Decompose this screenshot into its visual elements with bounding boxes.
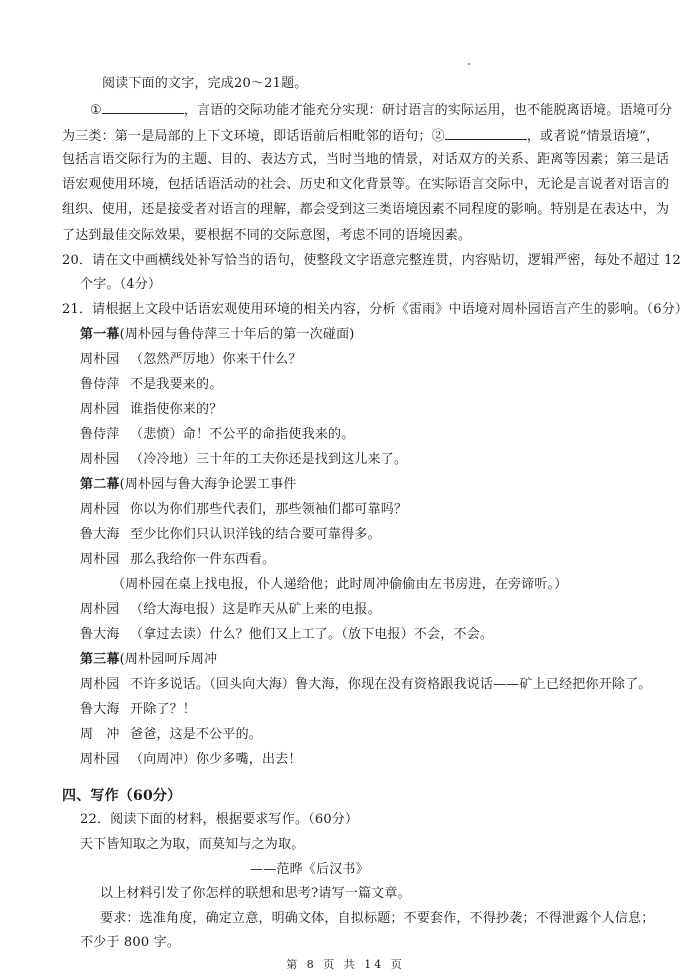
speaker: 周朴园	[80, 552, 120, 567]
dialogue-text: （拿过去读）什么？他们又上工了。（放下电报）不会，不会。	[130, 627, 494, 642]
passage-line-1	[90, 101, 672, 119]
dialogue-line	[80, 452, 407, 468]
speaker: 周 冲	[80, 727, 120, 742]
act-1-title: 第一幕	[80, 327, 120, 342]
dialogue-line	[80, 702, 196, 718]
speck	[468, 63, 470, 65]
act-3-subtitle: (周朴园呵斥周冲	[119, 652, 218, 667]
speaker: 周朴园	[80, 677, 120, 692]
dialogue-line	[80, 402, 222, 418]
dialogue-text: 那么我给你一件东西看。	[130, 552, 276, 567]
dialogue-line	[80, 552, 275, 568]
dialogue-text: 你以为你们那些代表们，那些领袖们都可靠吗？	[130, 502, 408, 517]
section-4-title: 四、写作（60分）	[62, 788, 182, 804]
material-quote: 天下皆知取之为取，而莫知与之为取。	[80, 837, 305, 852]
question-21: 21．请根据上文段中话语宏观使用环境的相关内容，分析《雷雨》中语境对周朴园语言产生的影响。（6分）	[62, 302, 689, 317]
act-1-heading	[80, 327, 355, 343]
dialogue-line	[80, 727, 262, 743]
speaker: 鲁大海	[80, 702, 120, 717]
page-footer: 第 8 页 共 14 页	[286, 958, 405, 971]
act-2-subtitle: (周朴园与鲁大海争论罢工事件	[119, 477, 297, 492]
blank-line-1	[102, 101, 184, 114]
dialogue-line	[80, 502, 407, 518]
dialogue-line	[80, 627, 493, 643]
dialogue-text: （忽然严厉地）你来干什么？	[130, 352, 302, 367]
passage-line-3: 包括言语交际行为的主题、目的、表达方式，当时当地的情景，对话双方的关系、距离等因素；第三是话	[62, 152, 670, 167]
dialogue-text: （给大海电报）这是昨天从矿上来的电报。	[130, 602, 381, 617]
dialogue-line	[80, 352, 302, 368]
act-2-title: 第二幕	[80, 477, 120, 492]
passage-line-4: 语宏观使用环境，包括话语活动的社会、历史和文化背景等。在实际语言交际中，无论是言说者对语言的	[62, 177, 670, 192]
speaker: 周朴园	[80, 602, 120, 617]
dialogue-text: 谁指使你来的？	[130, 402, 223, 417]
dialogue-line	[80, 677, 652, 693]
passage-line-6: 了达到最佳交际效果，要根据不同的交际意图，考虑不同的语境因素。	[62, 228, 472, 243]
speaker: 周朴园	[80, 752, 120, 767]
speaker: 周朴园	[80, 452, 120, 467]
passage-text-2a: 为三类：第一是局部的上下文环境，即话语前后相毗邻的语句；②	[62, 129, 445, 144]
speaker: 周朴园	[80, 502, 120, 517]
speaker: 鲁侍萍	[80, 377, 120, 392]
dialogue-line	[80, 602, 381, 618]
speaker: 鲁侍萍	[80, 427, 120, 442]
writing-prompt: 以上材料引发了你怎样的联想和思考?请写一篇文章。	[100, 886, 411, 901]
dialogue-text: （悲愤）命！不公平的命指使我来的。	[130, 427, 355, 442]
passage-line-5: 组织、使用，还是接受者对语言的理解，都会受到这三类语境因素不同程度的影响。特别是在表达中，为	[62, 202, 670, 217]
question-22: 22．阅读下面的材料，根据要求写作。（60分）	[80, 812, 359, 827]
question-20-line-2: 个字。（4分）	[80, 277, 162, 292]
question-20-line-1: 20．请在文中画横线处补写恰当的语句，使整段文字语意完整连贯，内容贴切，逻辑严密，每处不超过 12	[62, 253, 682, 268]
dialogue-text: （冷冷地）三十年的工夫你还是找到这儿来了。	[130, 452, 408, 467]
dialogue-text: 爸爸，这是不公平的。	[130, 727, 263, 742]
dialogue-text: 开除了？！	[130, 702, 197, 717]
passage-line-2	[62, 127, 659, 145]
reading-intro: 阅读下面的文字，完成20～21题。	[102, 76, 308, 91]
material-source: ——范晔《后汉书》	[250, 862, 369, 877]
act-3-title: 第三幕	[80, 652, 120, 667]
speaker: 周朴园	[80, 402, 120, 417]
passage-text-1: ，言语的交际功能才能充分实现：研讨语言的实际运用，也不能脱离语境。语境可分	[183, 103, 673, 118]
requirements-line-2: 不少于 800 字。	[80, 935, 181, 950]
act-3-heading	[80, 652, 217, 668]
act-2-heading	[80, 477, 296, 493]
stage-direction: （周朴园在桌上找电报，仆人递给他；此时周冲偷偷由左书房进，在旁谛听。）	[112, 577, 568, 592]
blank-marker-1: ①	[90, 103, 102, 118]
act-1-subtitle: (周朴园与鲁侍萍三十年后的第一次碰面)	[119, 327, 355, 342]
dialogue-text: 至少比你们只认识洋钱的结合要可靠得多。	[130, 527, 381, 542]
passage-text-2b: ，或者说“情景语境”，	[526, 129, 660, 144]
dialogue-line	[80, 427, 354, 443]
dialogue-text: （向周冲）你少多嘴，出去！	[130, 752, 302, 767]
dialogue-text: 不是我要来的。	[130, 377, 223, 392]
speaker: 鲁大海	[80, 627, 120, 642]
dialogue-line	[80, 752, 302, 768]
dialogue-line	[80, 377, 222, 393]
dialogue-text: 不许多说话。（回头向大海）鲁大海，你现在没有资格跟我说话——矿上已经把你开除了。	[130, 677, 652, 692]
blank-line-2	[445, 127, 527, 140]
speaker: 周朴园	[80, 352, 120, 367]
dialogue-line	[80, 527, 381, 543]
requirements-line-1: 要求：选准角度，确定立意，明确文体，自拟标题；不要套作，不得抄袭；不得泄露个人信息；	[100, 911, 655, 926]
speaker: 鲁大海	[80, 527, 120, 542]
